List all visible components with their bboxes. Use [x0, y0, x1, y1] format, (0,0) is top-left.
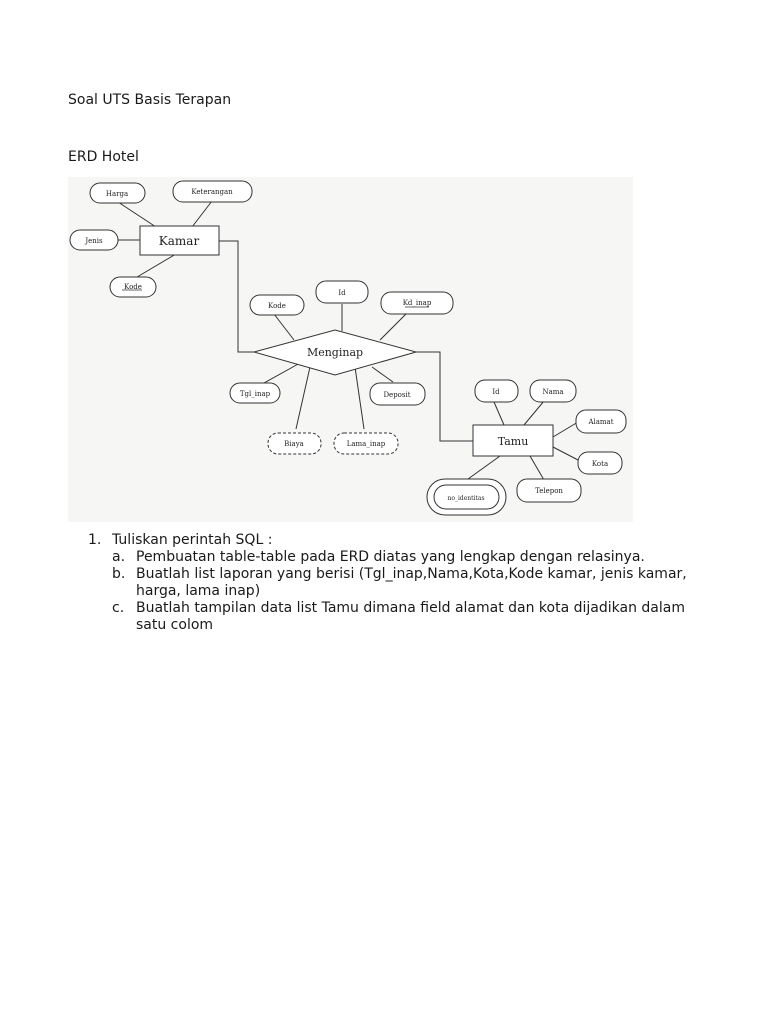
section-title: ERD Hotel	[68, 149, 139, 165]
attribute-label-kota: Kota	[591, 460, 609, 468]
connector-tamu-alamat	[553, 422, 578, 437]
subquestion-letter: c.	[112, 600, 125, 616]
attribute-label-kode-menginap: Kode	[268, 302, 286, 310]
attribute-label-harga: Harga	[105, 190, 129, 198]
relationship-label-menginap: Menginap	[306, 346, 364, 359]
erd-diagram	[68, 177, 633, 522]
attribute-label-alamat: Alamat	[588, 418, 614, 426]
subquestion-letter: b.	[112, 566, 126, 582]
connector-menginap-tglinap	[264, 363, 300, 383]
attribute-label-biaya: Biaya	[284, 440, 304, 448]
document-title: Soal UTS Basis Terapan	[68, 92, 232, 108]
question-text: Tuliskan perintah SQL :	[112, 532, 273, 548]
connector-menginap-deposit	[372, 367, 393, 382]
attribute-label-lama-inap: Lama_inap	[346, 440, 386, 448]
question-item	[88, 532, 708, 634]
entity-label-tamu: Tamu	[497, 435, 529, 448]
connector-menginap-kode	[274, 314, 294, 340]
attribute-label-kode-kamar: Kode	[124, 283, 142, 291]
subquestion-item	[112, 566, 708, 600]
connector-tamu-id	[494, 402, 504, 425]
attribute-label-nama: Nama	[542, 388, 564, 396]
subquestion-item	[112, 549, 708, 566]
connector-kamar-kode	[132, 254, 176, 280]
attribute-label-telepon: Telepon	[535, 487, 563, 495]
connector-menginap-kdinap	[380, 313, 407, 340]
attribute-label-tgl-inap: Tgl_inap	[239, 390, 271, 398]
subquestion-item	[112, 600, 708, 634]
question-list	[88, 532, 708, 634]
subquestion-text: Pembuatan table-table pada ERD diatas yang lengkap dengan relasinya.	[136, 549, 645, 565]
attribute-label-id-menginap: Id	[338, 289, 346, 297]
connector-tamu-nama	[524, 401, 544, 425]
attribute-label-id-tamu: Id	[492, 388, 500, 396]
question-number: 1.	[88, 532, 102, 548]
connector-menginap-biaya	[296, 367, 310, 429]
connector-kamar-menginap	[219, 241, 254, 352]
entity-label-kamar: Kamar	[158, 234, 200, 248]
connector-tamu-kota	[553, 447, 578, 460]
subquestion-letter: a.	[112, 549, 126, 565]
connector-menginap-lamainap	[355, 367, 364, 429]
attribute-label-kd-inap: Kd_inap	[402, 299, 432, 307]
subquestion-text: Buatlah tampilan data list Tamu dimana field alamat dan kota dijadikan dalam satu colom	[136, 600, 685, 633]
connector-kamar-keterangan	[192, 201, 212, 227]
connector-tamu-telepon	[530, 456, 544, 480]
attribute-label-deposit: Deposit	[383, 391, 411, 399]
attribute-label-jenis: Jenis	[85, 237, 103, 245]
attribute-label-no-identitas: no_identitas	[447, 495, 485, 502]
connector-tamu-noidentitas	[468, 456, 500, 479]
attribute-label-keterangan: Keterangan	[191, 188, 233, 196]
subquestion-text: Buatlah list laporan yang berisi (Tgl_inap,Nama,Kota,Kode kamar, jenis kamar, harga, lama inap)	[136, 566, 687, 599]
connector-kamar-harga	[118, 202, 156, 227]
